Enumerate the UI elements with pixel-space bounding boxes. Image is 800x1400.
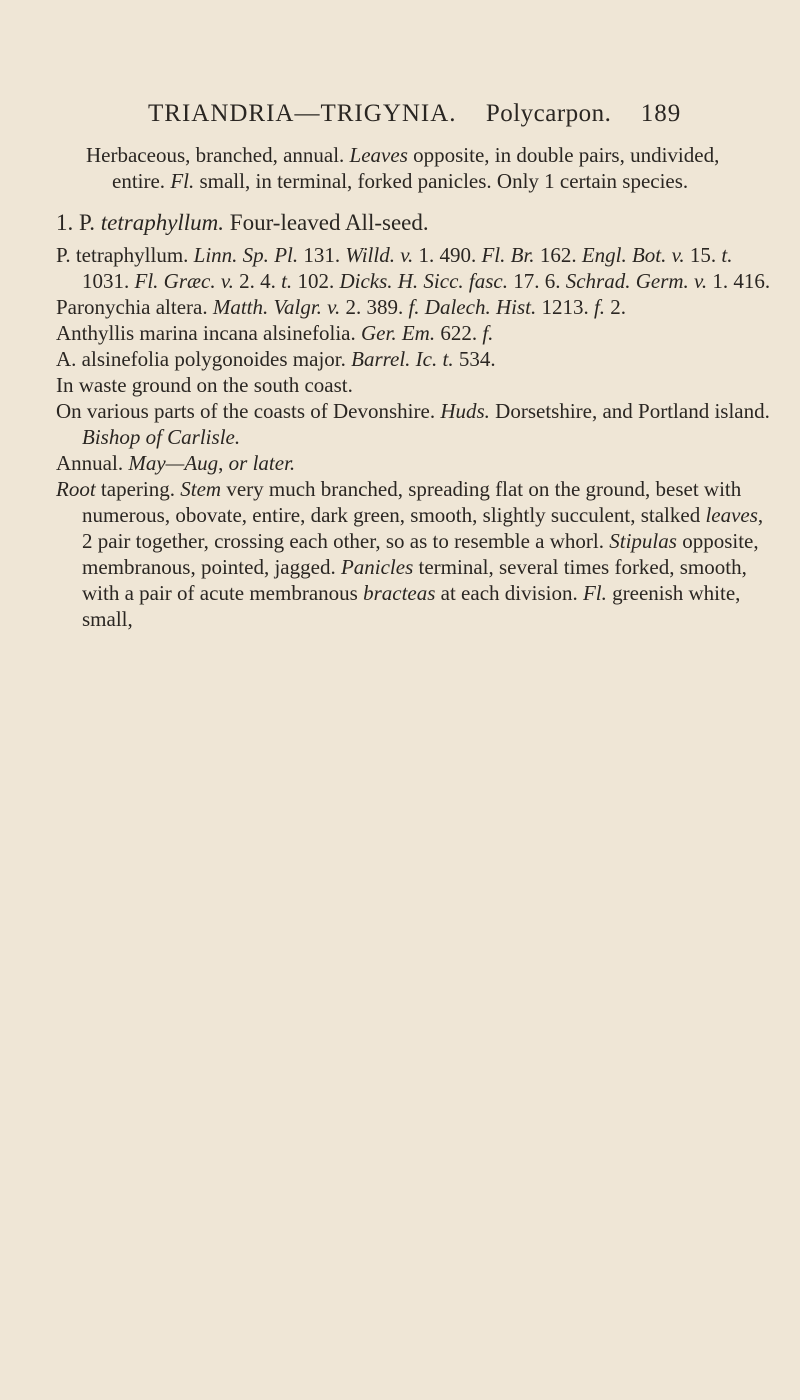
italic-text-run: Fl. [170,169,195,193]
text-run: 102. [292,269,340,293]
italic-text-run: Root [56,477,96,501]
text-run: opposite, membranous, pointed, jagged. [82,529,759,579]
text-run: Anthyllis marina incana alsinefolia. [56,321,361,345]
genus-description [82,142,776,194]
italic-text-run: f. [482,321,494,345]
text-run: 1. P. [56,210,101,235]
italic-text-run: Schrad. Germ. v. [565,269,708,293]
text-run: tapering. [95,477,181,501]
text-run: 1213. [536,295,594,319]
text-run: 1031. [82,269,135,293]
text-run: 1. 490. [413,243,482,267]
italic-text-run: May—Aug [128,451,219,475]
habitat-section [56,372,776,476]
text-run: A. alsinefolia polygonoides major. [56,347,352,371]
italic-text-run: leaves [705,503,758,527]
italic-text-run: Panicles [340,555,414,579]
species-heading [56,210,776,236]
text-run: greenish white, small, [82,581,741,631]
synonym-entry [56,294,776,320]
italic-text-run: tetraphyllum. [100,210,225,235]
synonym-entry [56,346,776,372]
text-run: 131. [298,243,346,267]
synonym-entry [56,242,776,294]
text-run: In waste ground on the south coast. [56,373,353,397]
habitat-line [56,372,776,398]
page-number: 189 [640,100,682,127]
italic-text-run: Stem [180,477,222,501]
text-run: Dorsetshire, and Portland island. [489,399,770,423]
text-run: , [218,451,229,475]
text-run: 2. 389. [340,295,409,319]
italic-text-run: Pl. [274,243,299,267]
text-run: 2. 4. [233,269,282,293]
text-run: very much branched, spreading flat on the ground, beset with numerous, obovate, entire, dark green, smooth, slightly succulent, stalked [82,477,742,527]
text-run: Herbaceous, branched, annual. [86,143,350,167]
section-title: TRIANDRIA—TRIGYNIA. [148,100,457,127]
text-run: 1. 416. [707,269,771,293]
italic-text-run: t. [281,269,293,293]
italic-text-run: Dalech. Hist. [424,295,537,319]
italic-text-run: Dicks. H. Sicc. fasc. [339,269,508,293]
text-run: On various parts of the coasts of Devonshire. [56,399,441,423]
italic-text-run: Ger. Em. [361,321,436,345]
italic-text-run: Barrel. Ic. t. [351,347,454,371]
italic-text-run: v. [400,243,414,267]
genus-name: Polycarpon. [485,100,612,127]
italic-text-run: Fl. Græc. v. [134,269,234,293]
italic-text-run: bracteas [363,581,436,605]
italic-text-run: Willd. [345,243,395,267]
text-run: 15. [684,243,722,267]
text-run: 622. [435,321,483,345]
text-run: 17. 6. [507,269,566,293]
synonym-list [56,242,776,372]
habitat-line [56,398,776,450]
text-run: P. tetraphyllum. [56,243,194,267]
italic-text-run: Leaves [349,143,408,167]
italic-text-run: f. [593,295,606,319]
text-run: 2. [605,295,627,319]
italic-text-run: Linn. Sp. [193,243,269,267]
italic-text-run: Bishop of Carlisle. [82,425,241,449]
text-run: at each division. [435,581,583,605]
text-run: , 2 pair together, crossing each other, so as to resemble a whorl. [82,503,764,553]
running-header [148,100,768,128]
italic-text-run: t. [721,243,733,267]
text-run: terminal, several times forked, smooth, with a pair of acute membranous [82,555,747,605]
italic-text-run: Engl. Bot. v. [581,243,685,267]
species-description [56,476,776,632]
text-run: 162. [534,243,582,267]
duration-line [56,450,776,476]
italic-text-run: or later. [228,451,296,475]
italic-text-run: f. [408,295,420,319]
italic-text-run: Fl. [582,581,607,605]
text-run: Four-leaved All-seed. [224,210,429,235]
text-run: opposite, in double pairs, undivided, entire. [112,143,720,193]
synonym-entry [56,320,776,346]
text-run: Paronychia altera. [56,295,213,319]
text-run: Annual. [56,451,129,475]
page-body [56,142,776,632]
italic-text-run: Huds. [440,399,490,423]
italic-text-run: Stipulas [609,529,677,553]
text-run: 534. [453,347,496,371]
italic-text-run: Fl. Br. [481,243,535,267]
text-run: small, in terminal, forked panicles. Only 1 certain species. [194,169,689,193]
italic-text-run: Matth. Valgr. v. [212,295,341,319]
